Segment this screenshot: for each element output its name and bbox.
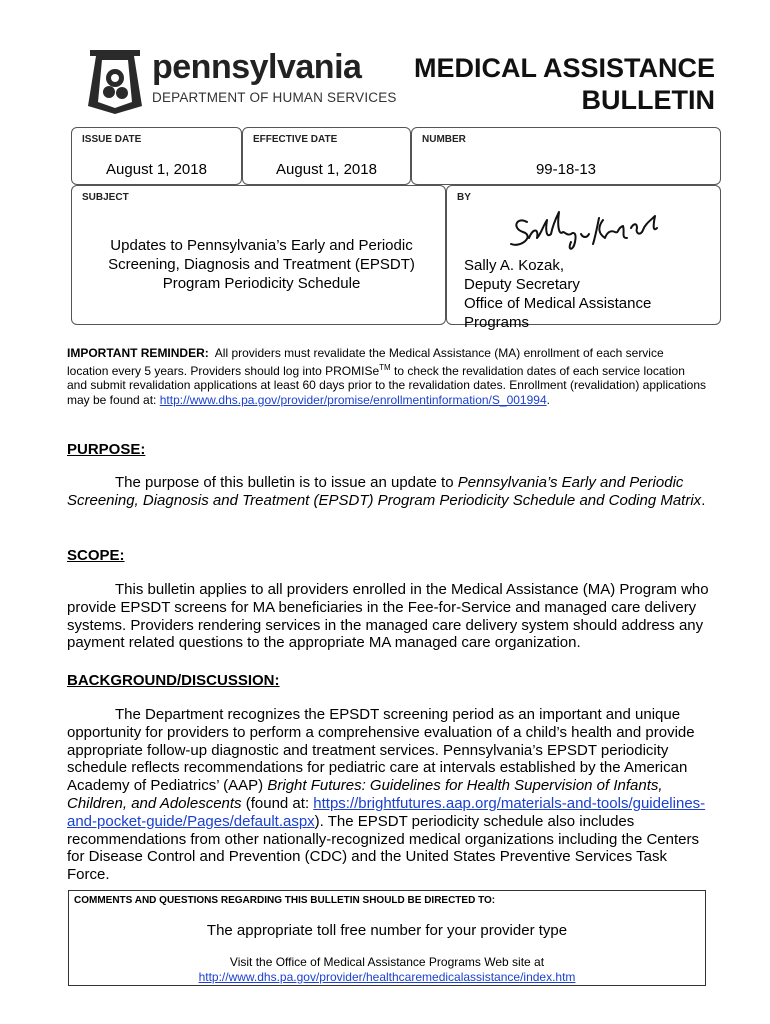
effective-date-value: August 1, 2018 — [276, 161, 377, 178]
scope-text: This bulletin applies to all providers enrolled in the Medical Assistance (MA) Program who provide EPSDT screens for MA beneficiaries in the Fee-for-Service and managed care delivery systems. Providers rendering services in the managed care delivery system should address any payment related questions to the appropriate MA managed care organization. — [67, 581, 709, 652]
background-heading: BACKGROUND/DISCUSSION: — [67, 672, 280, 689]
comments-label: COMMENTS AND QUESTIONS REGARDING THIS BULLETIN SHOULD BE DIRECTED TO: — [74, 895, 496, 906]
omap-website-link[interactable]: http://www.dhs.pa.gov/provider/healthcaremedicalassistance/index.htm — [198, 970, 576, 984]
enrollment-link[interactable]: http://www.dhs.pa.gov/provider/promise/enrollmentinformation/S_001994 — [159, 393, 547, 408]
effective-date-label: EFFECTIVE DATE — [253, 134, 338, 145]
bright-futures-link[interactable]: https://brightfutures.aap.org/materials-and-tools/guidelines-and-pocket-guide/Pages/default.aspx — [67, 794, 706, 830]
number-label: NUMBER — [422, 134, 466, 145]
comments-box — [68, 890, 706, 986]
by-box — [446, 185, 721, 331]
subject-box — [71, 185, 446, 325]
issue-date-box — [71, 127, 242, 185]
logo-wordmark: pennsylvania — [152, 48, 362, 86]
bulletin-title: MEDICAL ASSISTANCE BULLETIN — [413, 53, 715, 115]
background-text: The Department recognizes the EPSDT screening period as an important and unique opportunity for providers to perform a comprehensive evaluation of a child’s health and provide appropriate follow-up diagnostic and treatment services. Pennsylvania’s EPSDT periodicity schedule reflects recommendations for pediatric care at intervals established by the American Academy of Pediatrics’ (AAP) Bright Futures: Guidelines for Health Supervision of Infants, Children, and Adolescents (found at: https://brightfutures.aap.org/materials-and-tools/guidelines-and-pocket-guide/Pages/default.aspx). The EPSDT periodicity schedule also includes recommendations from other nationally-recognized medical organizations including the Centers for Disease Control and Prevention (CDC) and the United States Preventive Services Task Force. — [67, 706, 706, 884]
number-value: 99-18-13 — [535, 161, 597, 178]
effective-date-box — [242, 127, 411, 185]
number-box — [411, 127, 721, 185]
purpose-heading: PURPOSE: — [67, 441, 146, 458]
comments-main: The appropriate toll free number for your provider type — [206, 922, 568, 939]
purpose-text: The purpose of this bulletin is to issue an update to Pennsylvania’s Early and Periodic Screening, Diagnosis and Treatment (EPSDT) Program Periodicity Schedule and Coding Matrix. — [67, 474, 706, 509]
subject-label: SUBJECT — [82, 192, 129, 203]
comments-sub: Visit the Office of Medical Assistance Programs Web site at http://www.dhs.pa.gov/provider/healthcaremedicalassistance/index.htm — [198, 955, 576, 984]
subject-text: Updates to Pennsylvania’s Early and Periodic Screening, Diagnosis and Treatment (EPSDT) Program Periodicity Schedule — [108, 237, 415, 292]
important-reminder: IMPORTANT REMINDER: All providers must revalidate the Medical Assistance (MA) enrollment of each service location every 5 years. Providers should log into PROMISe™ to check the revalidation dates of each service location and submit revalidation applications at least 60 days prior to the revalidation dates. Enrollment (revalidation) applications may be found at: http://www.dhs.pa.gov/provider/promise/enrollmentinformation/S_001994. — [67, 346, 707, 408]
logo-department: DEPARTMENT OF HUMAN SERVICES — [152, 90, 397, 105]
keystone-logo-icon — [82, 44, 148, 116]
issue-date-value: August 1, 2018 — [106, 161, 207, 178]
reminder-label: IMPORTANT REMINDER: — [67, 346, 209, 360]
issue-date-label: ISSUE DATE — [82, 134, 142, 145]
by-label: BY — [457, 192, 471, 203]
signatory: Sally A. Kozak, Deputy Secretary Office of Medical Assistance Programs — [464, 257, 652, 331]
scope-heading: SCOPE: — [67, 547, 125, 564]
signature — [507, 198, 667, 258]
